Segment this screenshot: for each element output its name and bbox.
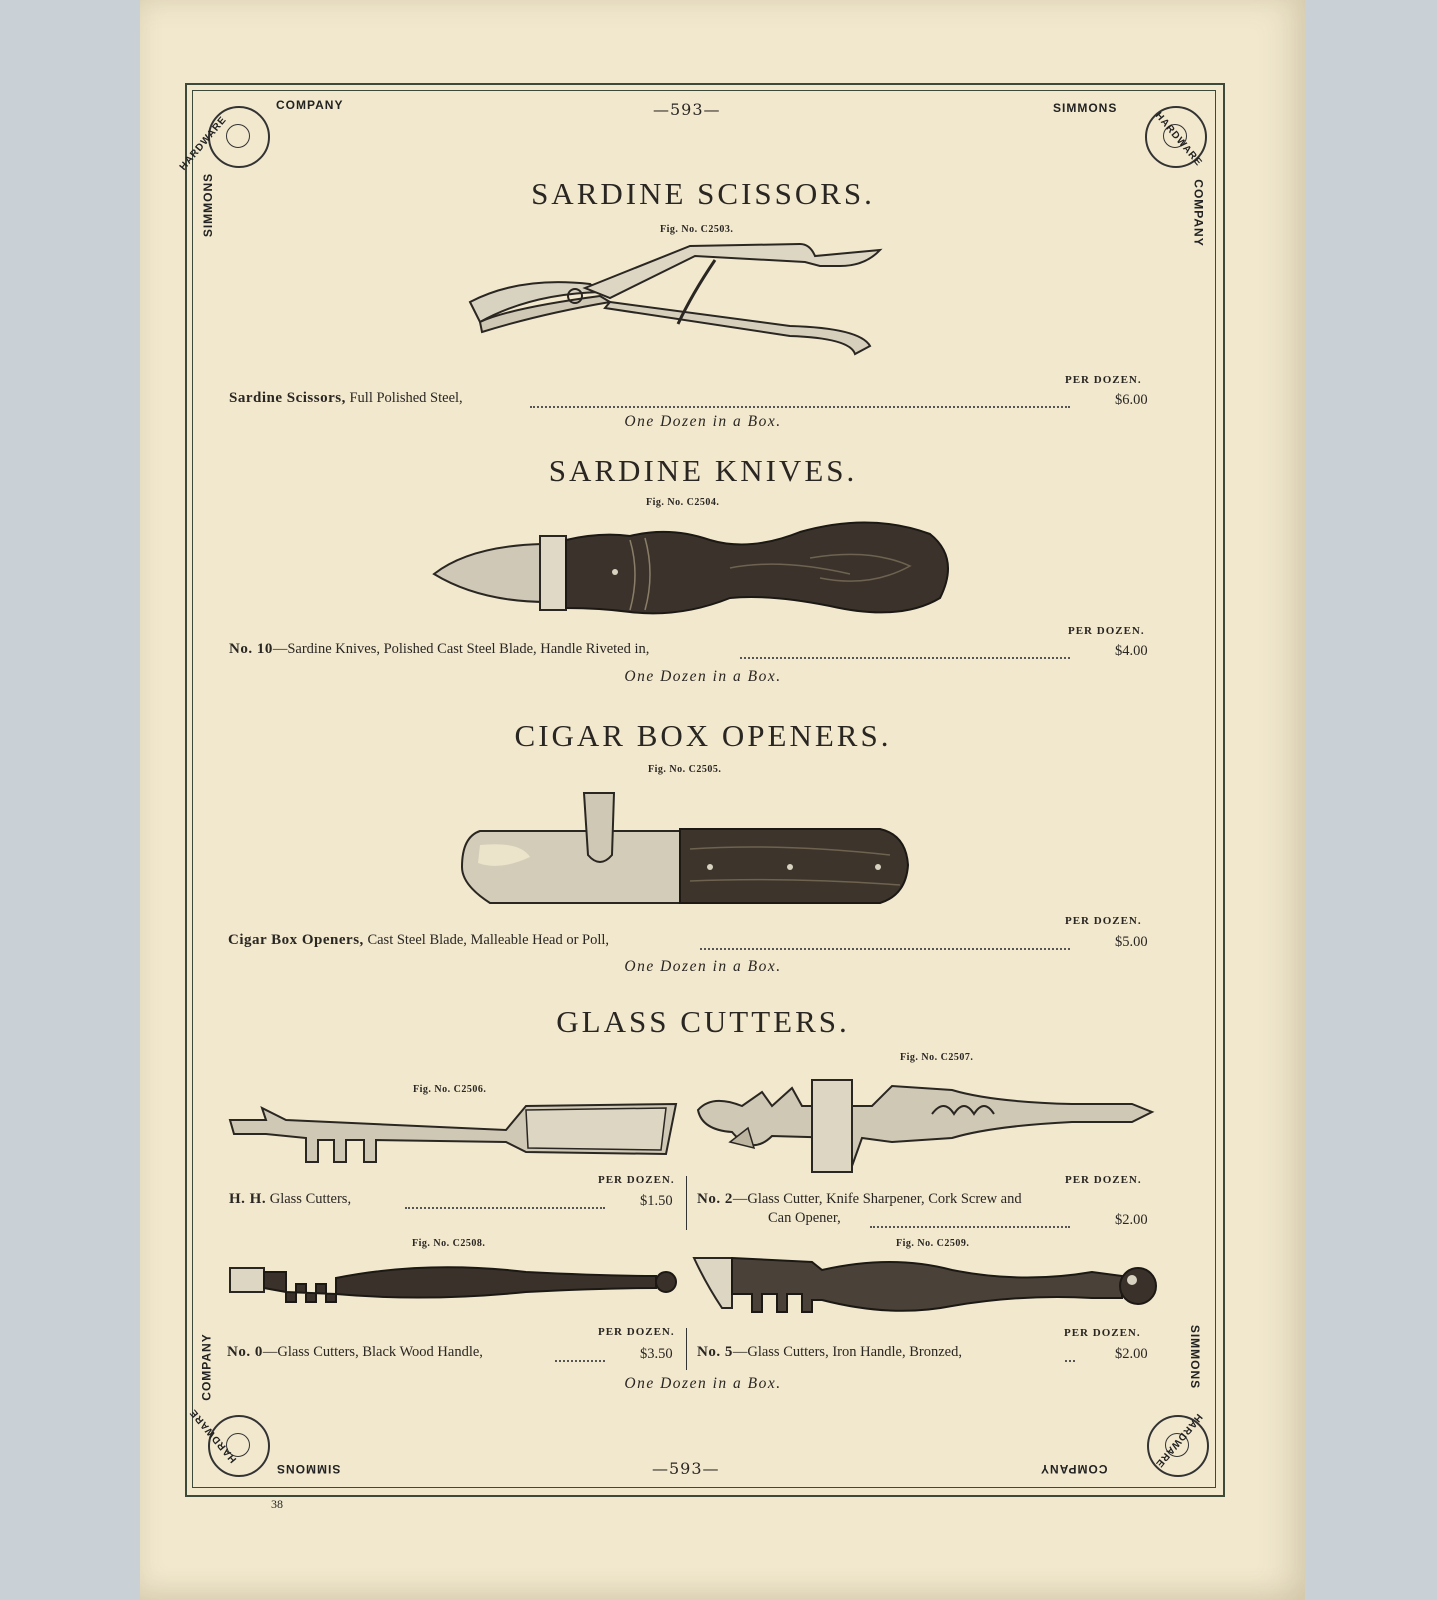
item-description: [229, 1191, 351, 1208]
per-dozen-label: PER DOZEN.: [1065, 374, 1142, 386]
leader-dots: [555, 1346, 605, 1362]
sardine-scissors-illustration: [460, 236, 920, 366]
corner-word: HARDWARE: [177, 114, 230, 173]
item-name: Sardine Scissors,: [229, 390, 346, 406]
per-dozen-label: PER DOZEN.: [598, 1326, 675, 1338]
corner-word: HARDWARE: [1152, 110, 1205, 169]
fig-label: Fig. No. C2504.: [646, 497, 720, 508]
item-description: [697, 1191, 1022, 1208]
fig-label: Fig. No. C2508.: [412, 1238, 486, 1249]
hh-glass-cutter-illustration: [226, 1100, 686, 1180]
corner-word: COMPANY: [1191, 179, 1206, 247]
item-name: No. 0: [227, 1344, 263, 1360]
fig-label: Fig. No. C2505.: [648, 764, 722, 775]
page-number-bottom: —593—: [652, 1459, 720, 1478]
per-dozen-label: PER DOZEN.: [1064, 1327, 1141, 1339]
per-dozen-label: PER DOZEN.: [598, 1174, 675, 1186]
item-price: $4.00: [1115, 643, 1148, 659]
leader-dots: [530, 392, 1070, 408]
per-dozen-label: PER DOZEN.: [1065, 1174, 1142, 1186]
item-detail: —Glass Cutters, Iron Handle, Bronzed,: [732, 1344, 962, 1360]
item-detail: Full Polished Steel,: [345, 390, 463, 406]
fig-label: Fig. No. C2506.: [413, 1084, 487, 1095]
item-name: No. 2: [697, 1191, 733, 1207]
item-name: Cigar Box Openers,: [228, 932, 364, 948]
item-price: $3.50: [640, 1346, 673, 1362]
item-price: $2.00: [1115, 1346, 1148, 1362]
leader-dots: [740, 643, 1070, 659]
corner-word: COMPANY: [199, 1333, 214, 1401]
item-price: $6.00: [1115, 392, 1148, 408]
corner-word: SIMMONS: [1188, 1324, 1203, 1390]
page-number-top: —593—: [653, 100, 721, 119]
item-name: No. 5: [697, 1344, 733, 1360]
packing-note: One Dozen in a Box.: [624, 668, 782, 685]
item-description: [229, 390, 463, 407]
item-description: [227, 1344, 483, 1361]
item-description: [697, 1344, 962, 1361]
seal-logo-icon: [208, 106, 270, 168]
leader-dots: [405, 1193, 605, 1209]
heading-sardine-scissors: SARDINE SCISSORS.: [531, 176, 875, 211]
item-price: $2.00: [1115, 1212, 1148, 1228]
corner-word: SIMMONS: [276, 1462, 341, 1476]
heading-glass-cutters: GLASS CUTTERS.: [556, 1004, 850, 1039]
item-description: [229, 641, 649, 658]
packing-note: One Dozen in a Box.: [624, 1375, 782, 1392]
corner-word: COMPANY: [1040, 1462, 1108, 1476]
item-detail: Glass Cutters,: [266, 1191, 352, 1207]
item-description: [228, 932, 609, 949]
no0-glass-cutter-illustration: [226, 1262, 682, 1322]
item-price: $5.00: [1115, 934, 1148, 950]
packing-note: One Dozen in a Box.: [624, 413, 782, 430]
column-divider: [686, 1328, 687, 1370]
packing-note: One Dozen in a Box.: [624, 958, 782, 975]
fig-label: Fig. No. C2503.: [660, 224, 734, 235]
fig-label: Fig. No. C2507.: [900, 1052, 974, 1063]
item-price: $1.50: [640, 1193, 673, 1209]
leader-dots: [700, 934, 1070, 950]
corner-word: HARDWARE: [187, 1406, 240, 1465]
leader-dots: [1065, 1346, 1075, 1362]
sardine-knife-illustration: [430, 518, 960, 628]
no2-glass-cutter-illustration: [692, 1066, 1162, 1176]
heading-cigar-box-openers: CIGAR BOX OPENERS.: [514, 718, 892, 753]
corner-word: HARDWARE: [1152, 1411, 1205, 1470]
item-detail: —Glass Cutter, Knife Sharpener, Cork Screw and: [732, 1191, 1022, 1207]
leader-dots: [870, 1212, 1070, 1228]
item-detail: —Sardine Knives, Polished Cast Steel Blade, Handle Riveted in,: [272, 641, 650, 657]
catalog-page: [140, 0, 1305, 1600]
cigar-box-opener-illustration: [460, 785, 920, 915]
per-dozen-label: PER DOZEN.: [1065, 915, 1142, 927]
item-detail: —Glass Cutters, Black Wood Handle,: [262, 1344, 483, 1360]
corner-word: SIMMONS: [1053, 101, 1118, 115]
item-description-continued: Can Opener,: [768, 1210, 841, 1226]
column-divider: [686, 1176, 687, 1230]
fig-label: Fig. No. C2509.: [896, 1238, 970, 1249]
heading-sardine-knives: SARDINE KNIVES.: [548, 453, 858, 488]
corner-word: SIMMONS: [201, 172, 216, 238]
item-detail: Cast Steel Blade, Malleable Head or Poll,: [363, 932, 610, 948]
item-name: No. 10: [229, 641, 273, 657]
per-dozen-label: PER DOZEN.: [1068, 625, 1145, 637]
corner-word: COMPANY: [276, 98, 344, 112]
footer-page-number: 38: [271, 1497, 283, 1511]
no5-glass-cutter-illustration: [692, 1254, 1162, 1324]
item-name: H. H.: [229, 1191, 267, 1207]
